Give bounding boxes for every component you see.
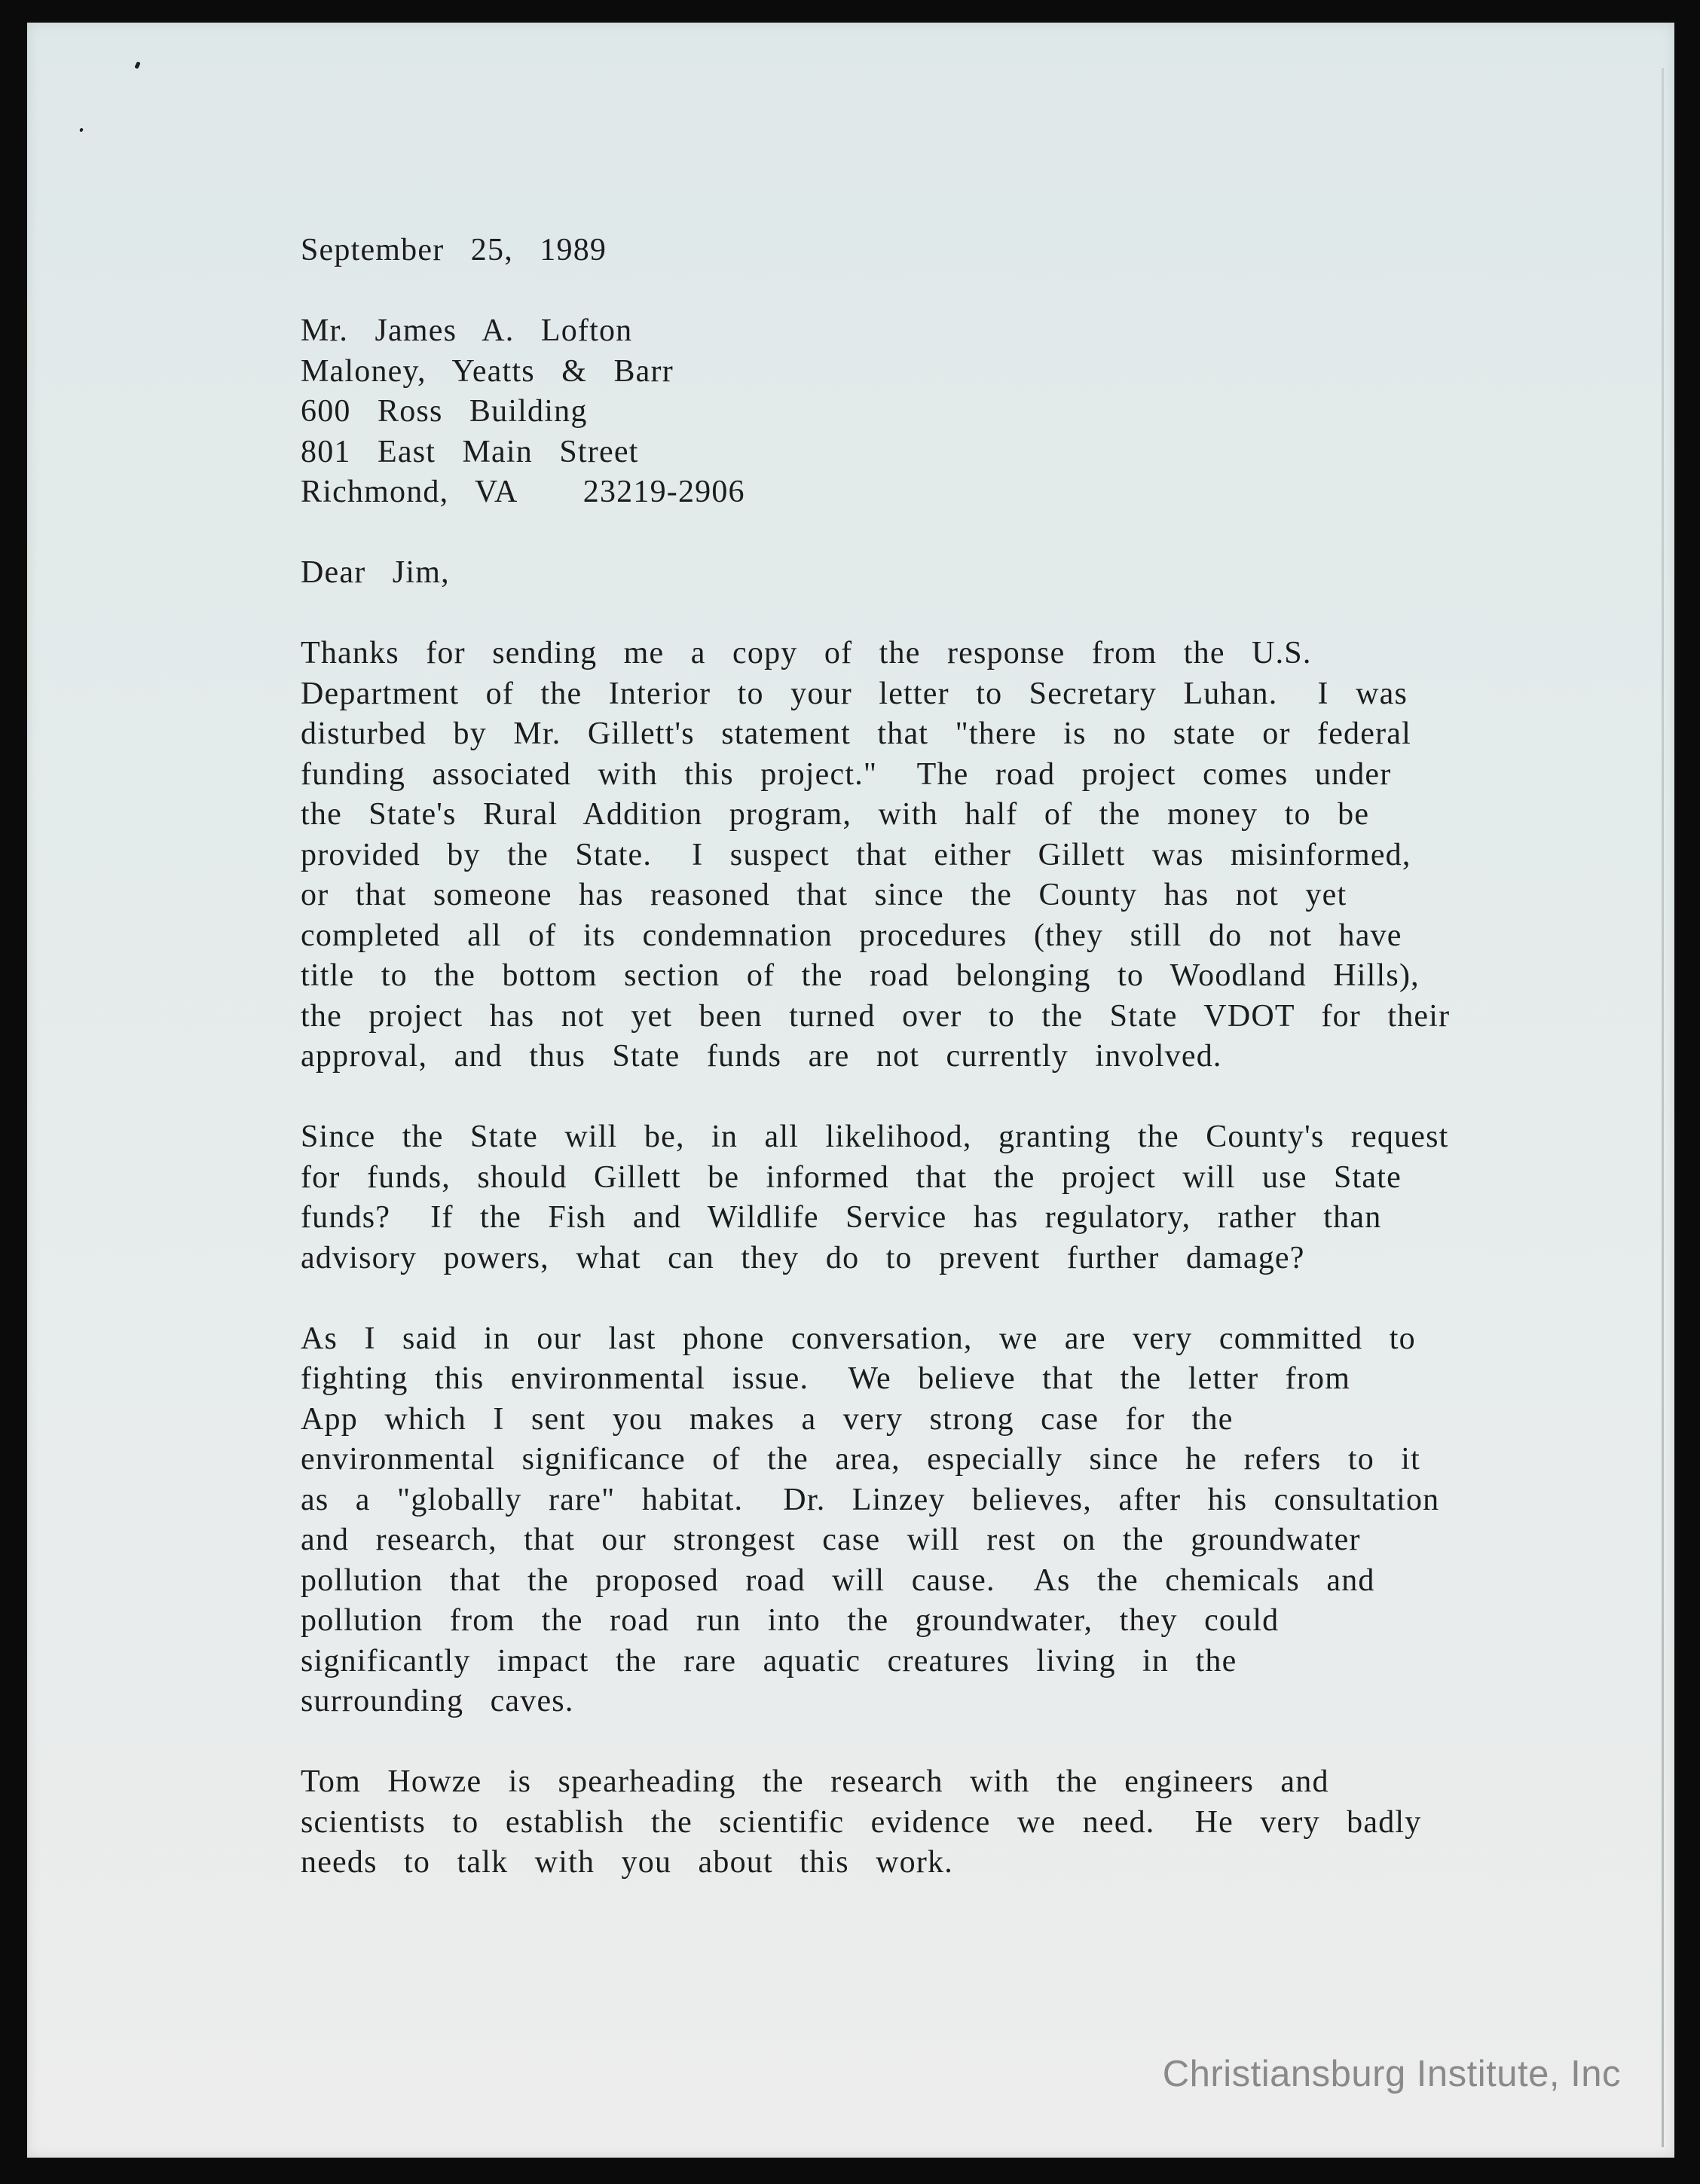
text-line: title to the bottom section of the road belonging to Woodland Hills),: [301, 958, 1420, 993]
text-line: As I said in our last phone conversation, we are very committed to: [301, 1321, 1416, 1356]
text-line: disturbed by Mr. Gillett's statement that "there is no state or federal: [301, 716, 1411, 751]
text-line: the State's Rural Addition program, with half of the money to be: [301, 797, 1370, 832]
text-line: advisory powers, what can they do to prevent further damage?: [301, 1240, 1305, 1275]
letter-page: [27, 23, 1674, 2158]
paragraph-3: [301, 1319, 1536, 1722]
watermark: Christiansburg Institute, Inc: [1162, 2054, 1621, 2094]
text-line: as a "globally rare" habitat. Dr. Linzey believes, after his consultation: [301, 1482, 1440, 1517]
letter-date: September 25, 1989: [301, 233, 607, 267]
address-line: Mr. James A. Lofton: [301, 313, 633, 348]
pen-mark: [79, 127, 84, 132]
paragraph-4: [301, 1762, 1536, 1883]
text-line: funds? If the Fish and Wildlife Service has regulatory, rather than: [301, 1200, 1382, 1235]
text-line: for funds, should Gillett be informed that the project will use State: [301, 1159, 1402, 1195]
text-line: Since the State will be, in all likelihood, granting the County's request: [301, 1119, 1449, 1154]
text-line: Thanks for sending me a copy of the response from the U.S.: [301, 636, 1312, 670]
text-line: the project has not yet been turned over to the State VDOT for their: [301, 998, 1451, 1034]
text-line: provided by the State. I suspect that either Gillett was misinformed,: [301, 837, 1411, 872]
text-line: or that someone has reasoned that since the County has not yet: [301, 878, 1347, 912]
recipient-address: [301, 311, 1536, 513]
text-line: environmental significance of the area, especially since he refers to it: [301, 1442, 1421, 1477]
address-line: 801 East Main Street: [301, 434, 639, 469]
text-line: scientists to establish the scientific evidence we need. He very badly: [301, 1804, 1422, 1840]
address-line: Maloney, Yeatts & Barr: [301, 353, 674, 389]
text-line: Tom Howze is spearheading the research with the engineers and: [301, 1764, 1329, 1799]
letter-body: [301, 231, 1536, 1883]
text-line: Department of the Interior to your letter to Secretary Luhan. I was: [301, 676, 1408, 711]
text-line: pollution that the proposed road will cause. As the chemicals and: [301, 1562, 1375, 1598]
text-line: App which I sent you makes a very strong case for the: [301, 1401, 1234, 1437]
text-line: funding associated with this project." The road project comes under: [301, 756, 1392, 792]
text-line: fighting this environmental issue. We believe that the letter from: [301, 1361, 1351, 1396]
address-line: Richmond, VA 23219-2906: [301, 475, 745, 509]
text-line: needs to talk with you about this work.: [301, 1845, 953, 1880]
text-line: approval, and thus State funds are not currently involved.: [301, 1039, 1222, 1074]
text-line: and research, that our strongest case will rest on the groundwater: [301, 1523, 1361, 1557]
text-line: surrounding caves.: [301, 1684, 574, 1718]
text-line: significantly impact the rare aquatic creatures living in the: [301, 1643, 1237, 1678]
page-edge-shadow: [1662, 68, 1664, 2147]
salutation: Dear Jim,: [301, 555, 450, 590]
address-line: 600 Ross Building: [301, 394, 588, 429]
pen-mark: [134, 61, 140, 69]
paragraph-2: [301, 1117, 1536, 1278]
text-line: pollution from the road run into the groundwater, they could: [301, 1603, 1280, 1638]
paragraph-1: [301, 634, 1536, 1077]
text-line: completed all of its condemnation procedures (they still do not have: [301, 918, 1402, 953]
